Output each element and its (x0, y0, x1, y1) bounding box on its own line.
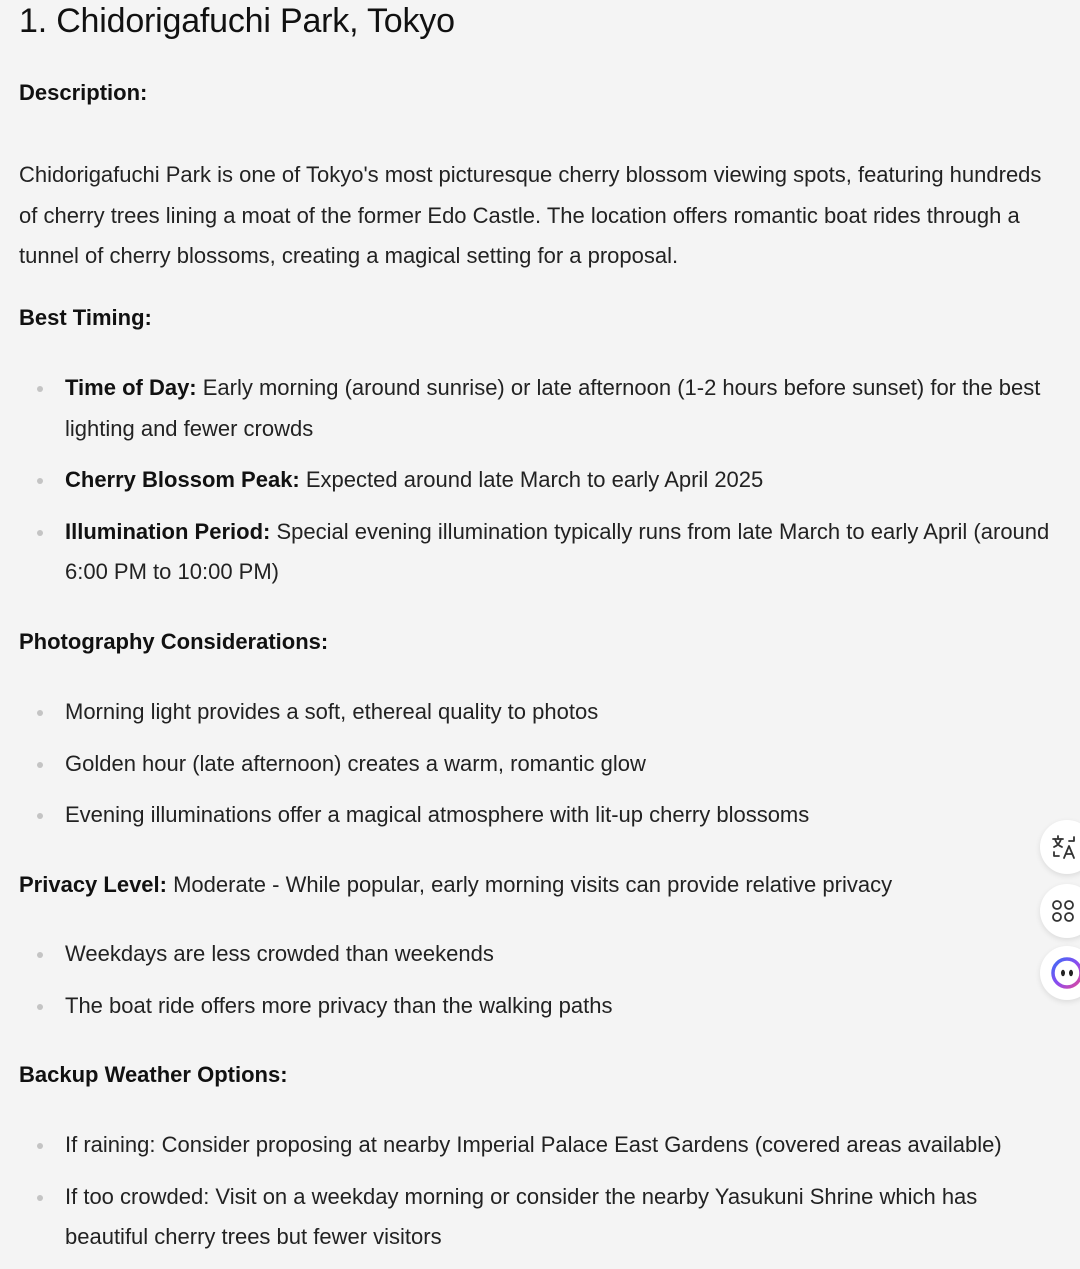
list-item-label: Time of Day: (65, 375, 197, 400)
page-title: 1. Chidorigafuchi Park, Tokyo (19, 2, 455, 40)
list-item (19, 368, 1064, 449)
list-item-text: Special evening illumination typically runs from late March to early April (around 6:00 PM to 10:00 PM) (65, 518, 1050, 584)
list-item: Weekdays are less crowded than weekends (19, 934, 1064, 975)
list-item: If raining: Consider proposing at nearby Imperial Palace East Gardens (covered areas available) (19, 1125, 1064, 1166)
list-item (19, 512, 1064, 593)
list-item-label: Cherry Blossom Peak: (65, 467, 300, 492)
translate-icon (1050, 833, 1078, 861)
best-timing-list (19, 368, 1064, 593)
apps-button[interactable] (1040, 884, 1080, 938)
photography-list (19, 692, 1064, 836)
list-item-label: Illumination Period: (65, 518, 271, 544)
privacy-level (19, 872, 892, 898)
backup-list (19, 1125, 1064, 1258)
description-heading: Description: (19, 80, 148, 105)
list-item-text: Early morning (around sunrise) or late afternoon (1-2 hours before sunset) for the best lighting and fewer crowds (65, 375, 1041, 441)
privacy-label: Privacy Level: (19, 872, 167, 897)
privacy-text: Moderate - While popular, early morning visits can provide relative privacy (166, 872, 893, 897)
backup-heading: Backup Weather Options: (19, 1062, 288, 1087)
list-item: Golden hour (late afternoon) creates a warm, romantic glow (19, 744, 1064, 785)
apps-icon (1050, 898, 1076, 924)
list-item: If too crowded: Visit on a weekday morning or consider the nearby Yasukuni Shrine which has beautiful cherry trees but fewer visitors (19, 1177, 1064, 1258)
privacy-list (19, 934, 1064, 1026)
photography-heading: Photography Considerations: (19, 629, 329, 654)
description-text: Chidorigafuchi Park is one of Tokyo's most picturesque cherry blossom viewing spots, featuring hundreds of cherry trees lining a moat of the former Edo Castle. The location offers romantic boat rides through a tunnel of cherry blossoms, creating a magical setting for a proposal. (19, 162, 1042, 268)
list-item: Morning light provides a soft, ethereal quality to photos (19, 692, 1064, 733)
list-item (19, 460, 1064, 501)
assistant-icon (1050, 956, 1080, 990)
list-item-text: Expected around late March to early April 2025 (299, 467, 764, 492)
list-item: Evening illuminations offer a magical atmosphere with lit-up cherry blossoms (19, 795, 1064, 836)
best-timing-heading: Best Timing: (19, 305, 152, 330)
list-item: The boat ride offers more privacy than the walking paths (19, 986, 1064, 1027)
translate-button[interactable] (1040, 820, 1080, 874)
